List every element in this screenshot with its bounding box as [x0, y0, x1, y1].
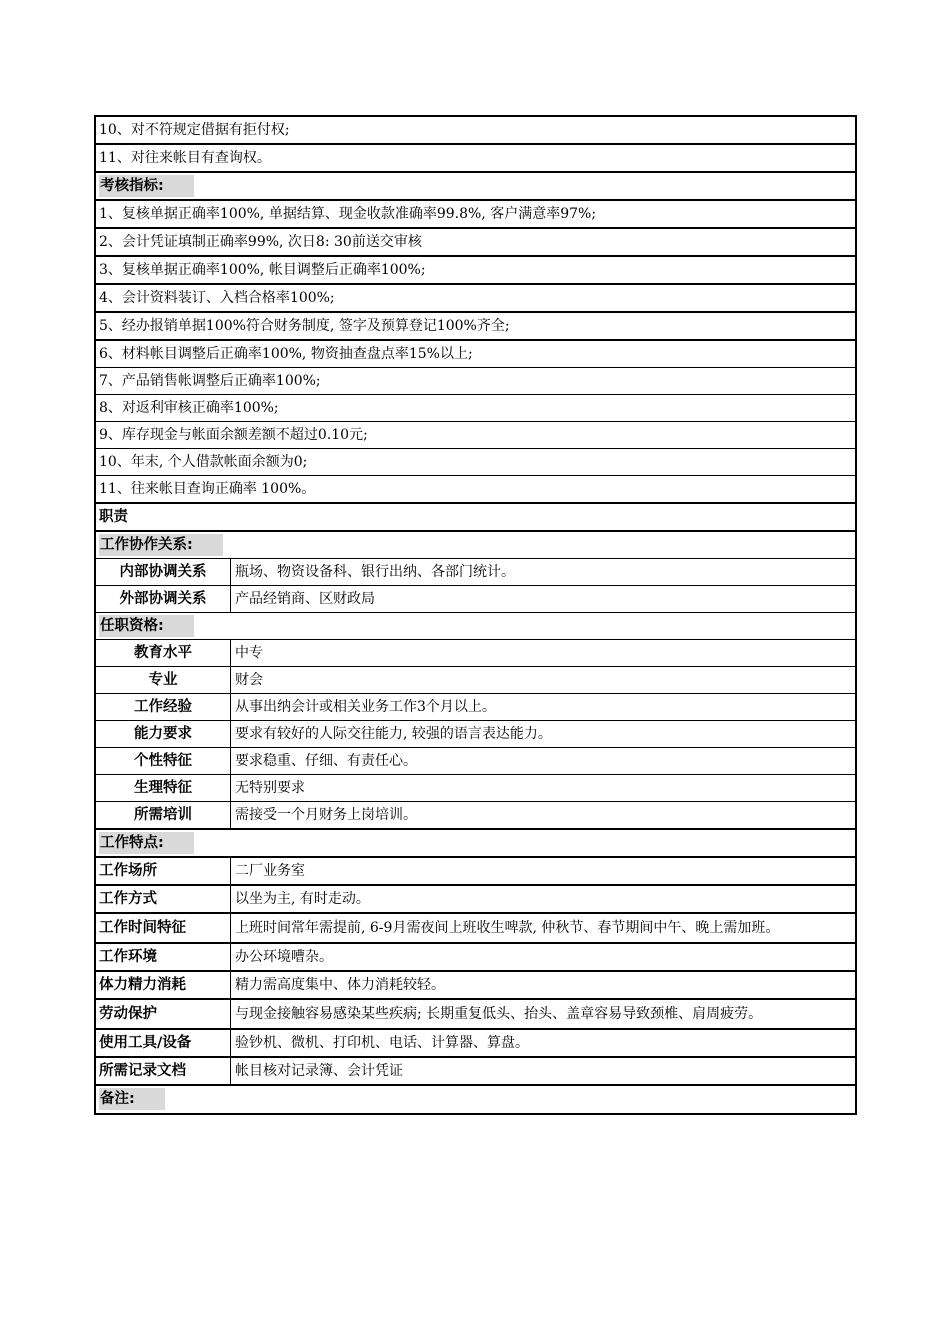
work-feature-value: 办公环境嘈杂。 [235, 949, 333, 965]
work-feature-row [96, 1000, 855, 1030]
work-feature-row [96, 1058, 855, 1086]
rights-item: 10、对不符规定借据有拒付权; [99, 122, 290, 138]
work-features-title: 工作特点: [99, 832, 194, 854]
kpi-row [96, 395, 855, 422]
qualification-label: 教育水平 [96, 640, 231, 666]
cooperation-value: 产品经销商、区财政局 [235, 591, 375, 607]
work-feature-value: 二厂业务室 [235, 863, 305, 879]
rights-item: 11、对往来帐目有查询权。 [99, 150, 271, 166]
work-feature-value: 以坐为主, 有时走动。 [235, 891, 370, 907]
kpi-item: 10、年末, 个人借款帐面余额为0; [99, 454, 308, 470]
work-feature-label: 使用工具/设备 [96, 1030, 231, 1056]
cooperation-header-row [96, 532, 855, 559]
kpi-header-row [96, 173, 855, 201]
work-feature-label: 工作环境 [96, 944, 231, 970]
qualification-row [96, 694, 855, 721]
cooperation-value: 瓶场、物资设备科、银行出纳、各部门统计。 [235, 564, 515, 580]
qualification-value: 财会 [235, 672, 263, 688]
work-feature-row [96, 972, 855, 1000]
qualification-value: 要求稳重、仔细、有责任心。 [235, 753, 417, 769]
qualifications-title: 任职资格: [99, 615, 194, 637]
work-feature-label: 体力精力消耗 [96, 972, 231, 998]
kpi-row [96, 229, 855, 257]
rights-row [96, 117, 855, 145]
work-feature-label: 劳动保护 [96, 1000, 231, 1028]
duties-header-row [96, 504, 855, 532]
qualification-row [96, 640, 855, 667]
kpi-item: 6、材料帐目调整后正确率100%, 物资抽查盘点率15%以上; [99, 346, 473, 362]
work-feature-row [96, 944, 855, 972]
kpi-item: 5、经办报销单据100%符合财务制度, 签字及预算登记100%齐全; [99, 318, 510, 334]
qualification-label: 所需培训 [96, 802, 231, 828]
kpi-item: 4、会计资料装订、入档合格率100%; [99, 290, 335, 306]
kpi-row [96, 285, 855, 313]
kpi-item: 11、往来帐目查询正确率 100%。 [99, 481, 316, 497]
qualification-label: 生理特征 [96, 775, 231, 801]
work-feature-row [96, 858, 855, 886]
qualification-row [96, 802, 855, 830]
work-feature-label: 所需记录文档 [96, 1058, 231, 1084]
work-feature-row [96, 914, 855, 944]
cooperation-row [96, 559, 855, 586]
cooperation-row [96, 586, 855, 613]
work-feature-label: 工作时间特征 [96, 914, 231, 942]
kpi-row [96, 201, 855, 229]
duties-title: 职责 [99, 509, 128, 525]
kpi-item: 2、会计凭证填制正确率99%, 次日8: 30前送交审核 [99, 234, 422, 250]
kpi-row [96, 449, 855, 476]
kpi-row [96, 341, 855, 368]
qualification-label: 工作经验 [96, 694, 231, 720]
work-feature-row [96, 1030, 855, 1058]
work-feature-value: 与现金接触容易感染某些疾病; 长期重复低头、抬头、盖章容易导致颈椎、肩周疲劳。 [235, 1006, 763, 1022]
cooperation-label: 外部协调关系 [96, 586, 231, 612]
qualification-label: 专业 [96, 667, 231, 693]
work-feature-value: 上班时间常年需提前, 6-9月需夜间上班收生啤款, 仲秋节、春节期间中午、晚上需加班。 [235, 920, 780, 936]
job-description-table [94, 115, 857, 1115]
qualification-value: 从事出纳会计或相关业务工作3个月以上。 [235, 699, 496, 715]
cooperation-title: 工作协作关系: [99, 534, 223, 556]
qualification-row [96, 721, 855, 748]
remarks-header-row [96, 1086, 855, 1113]
qualification-value: 需接受一个月财务上岗培训。 [235, 807, 417, 823]
remarks-title: 备注: [99, 1088, 165, 1110]
kpi-item: 3、复核单据正确率100%, 帐目调整后正确率100%; [99, 262, 426, 278]
qualification-value: 无特别要求 [235, 780, 305, 796]
rights-row [96, 145, 855, 173]
kpi-row [96, 313, 855, 341]
qualification-value: 要求有较好的人际交往能力, 较强的语言表达能力。 [235, 726, 552, 742]
kpi-item: 1、复核单据正确率100%, 单据结算、现金收款准确率99.8%, 客户满意率97%; [99, 206, 597, 222]
kpi-item: 7、产品销售帐调整后正确率100%; [99, 373, 321, 389]
cooperation-label: 内部协调关系 [96, 559, 231, 585]
qualification-value: 中专 [235, 645, 263, 661]
kpi-item: 9、库存现金与帐面余额差额不超过0.10元; [99, 427, 368, 443]
kpi-item: 8、对返利审核正确率100%; [99, 400, 279, 416]
qualifications-header-row [96, 613, 855, 640]
work-feature-label: 工作方式 [96, 886, 231, 912]
kpi-row [96, 368, 855, 395]
qualification-label: 能力要求 [96, 721, 231, 747]
work-feature-row [96, 886, 855, 914]
work-features-header-row [96, 830, 855, 858]
kpi-row [96, 257, 855, 285]
kpi-title: 考核指标: [99, 175, 194, 197]
work-feature-value: 帐目核对记录簿、会计凭证 [235, 1063, 403, 1079]
kpi-row [96, 476, 855, 504]
work-feature-value: 验钞机、微机、打印机、电话、计算器、算盘。 [235, 1035, 529, 1051]
work-feature-value: 精力需高度集中、体力消耗较轻。 [235, 977, 445, 993]
qualification-row [96, 775, 855, 802]
qualification-label: 个性特征 [96, 748, 231, 774]
qualification-row [96, 667, 855, 694]
qualification-row [96, 748, 855, 775]
kpi-row [96, 422, 855, 449]
work-feature-label: 工作场所 [96, 858, 231, 884]
